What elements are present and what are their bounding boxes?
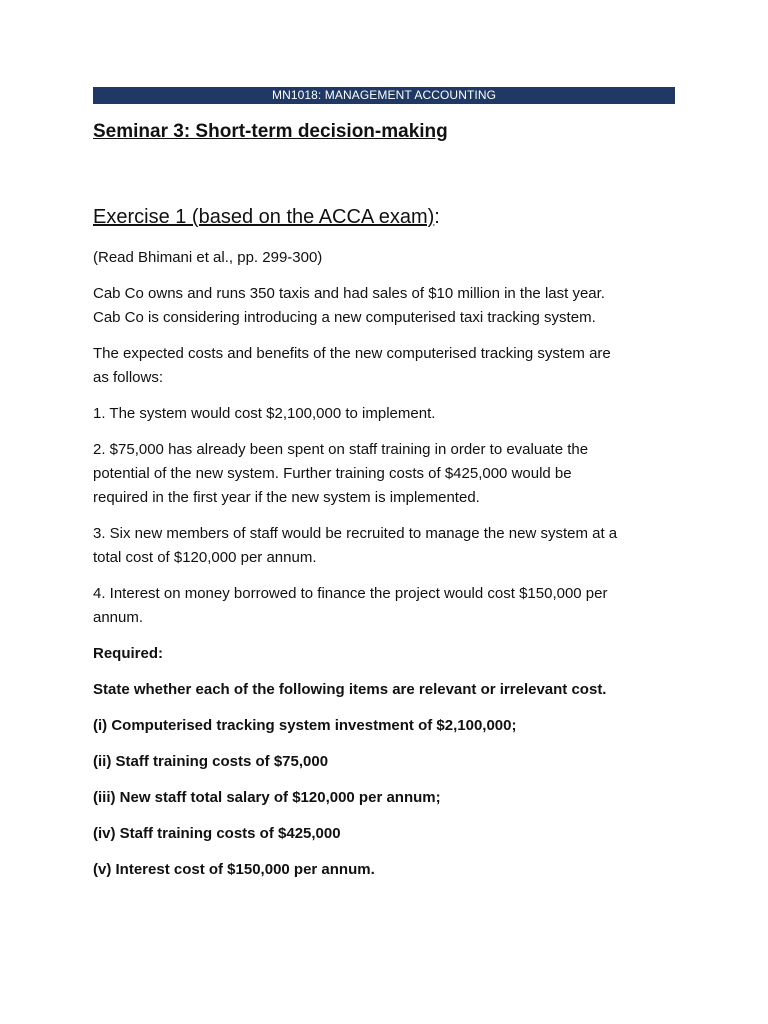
required-item-ii: (ii) Staff training costs of $75,000 [93, 753, 329, 770]
required-instruction: State whether each of the following items are relevant or irrelevant cost. [93, 681, 607, 698]
expected-costs-paragraph: The expected costs and benefits of the new computerised tracking system are as follows: [93, 345, 611, 386]
exercise-title [93, 206, 440, 229]
intro-paragraph: Cab Co owns and runs 350 taxis and had sales of $10 million in the last year. Cab Co is considering introducing a new computerised taxi tracking system. [93, 285, 605, 326]
exercise-title-text: Exercise 1 (based on the ACCA exam) [93, 206, 435, 228]
required-item-v: (v) Interest cost of $150,000 per annum. [93, 861, 375, 878]
required-item-iii: (iii) New staff total salary of $120,000 per annum; [93, 789, 441, 806]
cost-item-3: 3. Six new members of staff would be recruited to manage the new system at a total cost of $120,000 per annum. [93, 525, 618, 566]
reading-reference: (Read Bhimani et al., pp. 299-300) [93, 249, 323, 266]
exercise-title-colon: : [434, 206, 440, 228]
course-header-bar [93, 87, 675, 104]
cost-item-2: 2. $75,000 has already been spent on staff training in order to evaluate the potential of the new system. Further training costs of $425,000 would be required in the first year if the new system is implemented. [93, 441, 589, 506]
course-label: MN1018: MANAGEMENT ACCOUNTING [271, 88, 497, 102]
cost-item-4: 4. Interest on money borrowed to finance the project would cost $150,000 per annum. [93, 585, 608, 626]
required-label: Required: [93, 645, 164, 662]
seminar-title: Seminar 3: Short-term decision-making [93, 121, 448, 142]
required-item-i: (i) Computerised tracking system investment of $2,100,000; [93, 717, 517, 734]
cost-item-1: 1. The system would cost $2,100,000 to implement. [93, 405, 436, 422]
required-item-iv: (iv) Staff training costs of $425,000 [93, 825, 341, 842]
